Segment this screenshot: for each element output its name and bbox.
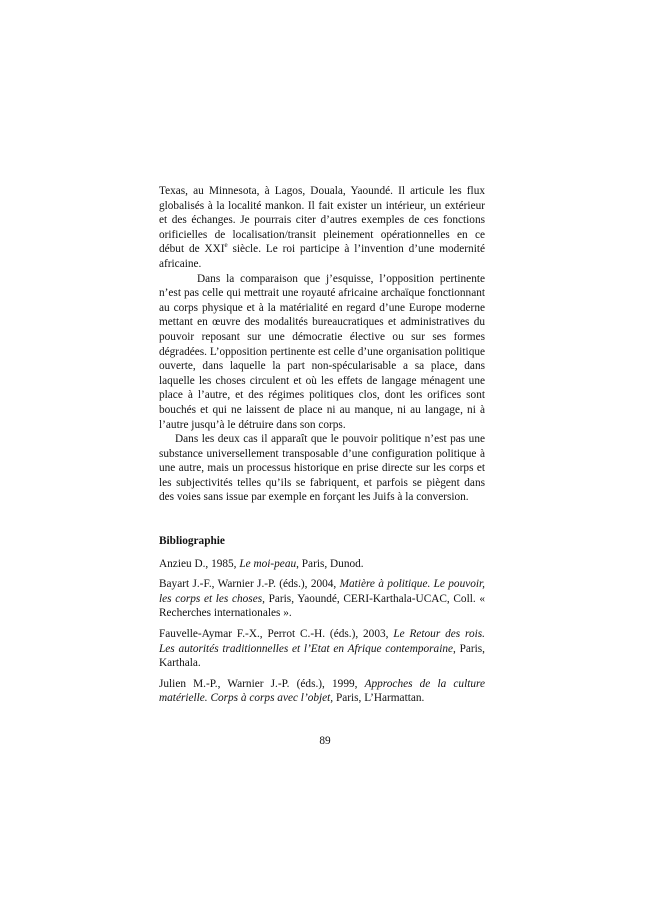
bib-publisher: Paris, Yaoundé, CERI-Karthala-UCAC, Coll. « Recherches internationales ». <box>159 592 485 620</box>
bibliography-heading: Bibliographie <box>159 535 225 548</box>
page-body <box>159 184 485 712</box>
bib-authors: Anzieu D., 1985, <box>159 557 240 570</box>
paragraph-1-text: Texas, au Minnesota, à Lagos, Douala, Yaoundé. Il articule les flux globalisés à la localité mankon. Il fait exister un intérieur, un extérieur et des échanges. Je pourrais citer d’autres exemples de ces fonctions orificielles de localisation/transit pleinement opérationnelles en ce début de XXI <box>159 185 485 256</box>
bib-publisher: , Paris, Karthala. <box>159 642 485 670</box>
bib-authors: Julien M.-P., Warnier J.-P. (éds.), 1999, <box>159 677 365 690</box>
bib-authors: Bayart J.-F., Warnier J.-P. (éds.), 2004, <box>159 578 340 591</box>
paragraph-1 <box>159 184 485 272</box>
bib-title: Approches de la culture matérielle. Corps à corps avec l’objet, <box>159 677 485 705</box>
page-number: 89 <box>319 735 331 747</box>
bibliography-entry <box>159 627 485 671</box>
bib-publisher: Paris, L’Harmattan. <box>333 692 425 705</box>
bibliography-entry <box>159 577 485 621</box>
bib-publisher: , Paris, Dunod. <box>296 557 364 570</box>
paragraph-1-text-end: siècle. Le roi participe à l’invention d’une modernité africaine. <box>159 243 485 270</box>
bibliography-entry <box>159 557 485 572</box>
bibliography-entry <box>159 677 485 706</box>
bib-title: Le moi-peau <box>239 557 297 570</box>
bib-authors: Fauvelle-Aymar F.-X., Perrot C.-H. (éds.), 2003, <box>159 628 394 641</box>
bibliography-list <box>159 557 485 706</box>
bib-title: Matière à politique. Le pouvoir, les corps et les choses, <box>159 578 485 605</box>
paragraph-3: Dans les deux cas il apparaît que le pouvoir politique n’est pas une substance universellement transposable d’une configuration politique à une autre, mais un processus historique en prise directe sur les corps et les subjectivités telles qu’ils se fabriquent, et parfois se piègent dans des voies sans issue par exemple en forçant les Juifs à la conversion. <box>159 433 485 504</box>
bib-title: Le Retour des rois. Les autorités traditionnelles et l’Etat en Afrique contemporaine <box>159 628 485 655</box>
century-superscript: e <box>224 241 228 250</box>
paragraph-2: Dans la comparaison que j’esquisse, l’opposition pertinente n’est pas celle qui mettrait une royauté africaine archaïque fonctionnant au corps physique et à la matérialité en regard d’une Europe moderne mettant en œuvre des modalités bureaucratiques et administratives du pouvoir reposant sur une démocratie élective ou sur ses formes dégradées. L’opposition pertinente est celle d’une organisation politique ouverte, dans laquelle la part non-spécularisable a sa place, dans laquelle les choses circulent et où les effets de langage ménagent une place à l’autre, et des régimes politiques clos, dont les orifices sont bouchés et qui ne laissent de place ni au manque, ni au langage, ni à l’autre jusqu’à le détruire dans son corps. <box>159 272 485 431</box>
